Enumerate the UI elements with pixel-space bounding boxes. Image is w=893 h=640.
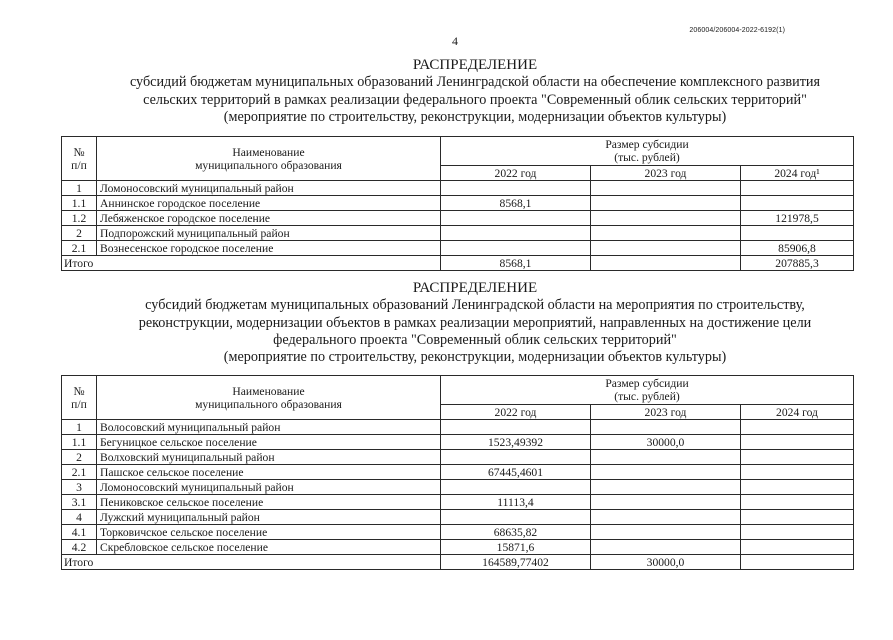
row-value-2023 [591, 465, 741, 480]
table-row [62, 420, 854, 435]
row-value-2023 [591, 420, 741, 435]
section-2-subtitle-line: субсидий бюджетам муниципальных образований Ленинградской области на мероприятия по строительству, [145, 297, 805, 314]
table-row [62, 540, 854, 555]
table-row [62, 480, 854, 495]
row-value-2024 [741, 510, 854, 525]
total-value-2023 [591, 256, 741, 271]
header-name-cell [97, 376, 441, 420]
row-value-2024 [741, 181, 854, 196]
row-number: 4.1 [62, 525, 97, 540]
row-value-2022: 8568,1 [441, 196, 591, 211]
header-num-line: № [73, 384, 85, 398]
row-number: 2.1 [62, 241, 97, 256]
table-row [62, 495, 854, 510]
header-num-cell [62, 137, 97, 181]
total-value-2022: 8568,1 [441, 256, 591, 271]
total-label: Итого [62, 256, 441, 271]
table-row [62, 241, 854, 256]
row-number: 1.1 [62, 435, 97, 450]
row-name: Ломоносовский муниципальный район [97, 181, 441, 196]
header-num-cell [62, 376, 97, 420]
row-name: Лужский муниципальный район [97, 510, 441, 525]
header-year-2024: 2024 год [741, 405, 854, 420]
row-value-2022: 67445,4601 [441, 465, 591, 480]
row-value-2024 [741, 435, 854, 450]
row-value-2022 [441, 211, 591, 226]
table-total-row [62, 256, 854, 271]
row-name: Подпорожский муниципальный район [97, 226, 441, 241]
row-value-2023 [591, 525, 741, 540]
header-year-2022: 2022 год [441, 166, 591, 181]
row-value-2024: 121978,5 [741, 211, 854, 226]
row-name: Скребловское сельское поселение [97, 540, 441, 555]
row-value-2022 [441, 420, 591, 435]
header-amount-line: Размер субсидии [605, 138, 689, 151]
table-row [62, 435, 854, 450]
total-value-2024 [741, 555, 854, 570]
header-year-2023: 2023 год [591, 166, 741, 181]
header-amount-line: (тыс. рублей) [614, 151, 680, 164]
row-number: 3 [62, 480, 97, 495]
header-name-line: Наименование [232, 384, 305, 398]
header-year-2023: 2023 год [591, 405, 741, 420]
table-row [62, 525, 854, 540]
table-row [62, 510, 854, 525]
table-total-row [62, 555, 854, 570]
row-name: Пениковское сельское поселение [97, 495, 441, 510]
row-value-2022 [441, 226, 591, 241]
row-value-2024 [741, 495, 854, 510]
table-row [62, 226, 854, 241]
section-1-subtitle-line: сельских территорий в рамках реализации федерального проекта "Современный облик сельских территорий" [143, 91, 807, 108]
section-2-heading [40, 280, 893, 366]
table-header-row [62, 376, 854, 405]
header-amount-cell [441, 376, 854, 405]
row-number: 1 [62, 181, 97, 196]
row-number: 4 [62, 510, 97, 525]
subsidy-table-1 [61, 136, 854, 271]
header-name-line: муниципального образования [195, 158, 342, 172]
row-value-2024 [741, 525, 854, 540]
table-row [62, 450, 854, 465]
row-name: Волховский муниципальный район [97, 450, 441, 465]
row-value-2024 [741, 450, 854, 465]
row-value-2023 [591, 211, 741, 226]
total-label: Итого [62, 555, 441, 570]
row-name: Лебяженское городское поселение [97, 211, 441, 226]
header-amount-line: Размер субсидии [605, 377, 689, 390]
row-value-2024 [741, 465, 854, 480]
row-value-2022 [441, 241, 591, 256]
row-name: Торковичское сельское поселение [97, 525, 441, 540]
row-value-2024 [741, 480, 854, 495]
row-name: Волосовский муниципальный район [97, 420, 441, 435]
row-number: 1.2 [62, 211, 97, 226]
row-value-2022 [441, 450, 591, 465]
row-value-2023 [591, 181, 741, 196]
header-amount-cell [441, 137, 854, 166]
row-value-2022: 1523,49392 [441, 435, 591, 450]
header-amount-line: (тыс. рублей) [614, 390, 680, 403]
row-value-2024: 85906,8 [741, 241, 854, 256]
section-1-heading [40, 57, 893, 126]
row-value-2022: 15871,6 [441, 540, 591, 555]
row-value-2023 [591, 196, 741, 211]
table-row [62, 465, 854, 480]
row-name: Пашское сельское поселение [97, 465, 441, 480]
page-number: 4 [452, 34, 458, 48]
row-value-2023: 30000,0 [591, 435, 741, 450]
row-value-2023 [591, 450, 741, 465]
row-number: 1.1 [62, 196, 97, 211]
row-value-2023 [591, 510, 741, 525]
header-year-2022: 2022 год [441, 405, 591, 420]
row-value-2023 [591, 540, 741, 555]
header-name-line: муниципального образования [195, 397, 342, 411]
header-name-cell [97, 137, 441, 181]
row-value-2024 [741, 196, 854, 211]
section-2-title: РАСПРЕДЕЛЕНИЕ [412, 280, 538, 296]
row-number: 2.1 [62, 465, 97, 480]
row-value-2024 [741, 540, 854, 555]
header-num-line: п/п [71, 397, 87, 411]
section-2-subtitle-line: федерального проекта "Современный облик сельских территорий" [273, 331, 677, 348]
section-2-subtitle-line: (мероприятие по строительству, реконструкции, модернизации объектов культуры) [223, 349, 727, 366]
row-value-2023 [591, 226, 741, 241]
row-name: Аннинское городское поселение [97, 196, 441, 211]
section-2-subtitle-line: реконструкции, модернизации объектов в рамках реализации мероприятий, направленных на достижение цели [138, 314, 812, 331]
table-row [62, 181, 854, 196]
row-value-2022: 68635,82 [441, 525, 591, 540]
section-1-subtitle-line: (мероприятие по строительству, реконструкции, модернизации объектов культуры) [223, 108, 727, 125]
section-1-title: РАСПРЕДЕЛЕНИЕ [412, 57, 538, 73]
row-value-2024 [741, 226, 854, 241]
row-value-2023 [591, 480, 741, 495]
row-name: Ломоносовский муниципальный район [97, 480, 441, 495]
table-row [62, 211, 854, 226]
row-value-2022: 11113,4 [441, 495, 591, 510]
row-value-2023 [591, 241, 741, 256]
table-row [62, 196, 854, 211]
document-code: 206004/206004-2022-6192(1) [689, 27, 785, 34]
row-number: 3.1 [62, 495, 97, 510]
section-1-subtitle-line: субсидий бюджетам муниципальных образований Ленинградской области на обеспечение комплексного развития [129, 74, 821, 91]
row-name: Вознесенское городское поселение [97, 241, 441, 256]
header-num-line: № [73, 145, 85, 159]
row-number: 2 [62, 450, 97, 465]
header-num-line: п/п [71, 158, 87, 172]
total-value-2023: 30000,0 [591, 555, 741, 570]
row-value-2022 [441, 181, 591, 196]
row-number: 2 [62, 226, 97, 241]
table-header-row [62, 137, 854, 166]
total-value-2024: 207885,3 [741, 256, 854, 271]
row-name: Бегуницкое сельское поселение [97, 435, 441, 450]
subsidy-table-2 [61, 375, 854, 570]
row-value-2022 [441, 510, 591, 525]
header-year-2024: 2024 год¹ [741, 166, 854, 181]
header-name-line: Наименование [232, 145, 305, 159]
row-number: 4.2 [62, 540, 97, 555]
row-value-2023 [591, 495, 741, 510]
row-value-2022 [441, 480, 591, 495]
total-value-2022: 164589,77402 [441, 555, 591, 570]
row-value-2024 [741, 420, 854, 435]
row-number: 1 [62, 420, 97, 435]
